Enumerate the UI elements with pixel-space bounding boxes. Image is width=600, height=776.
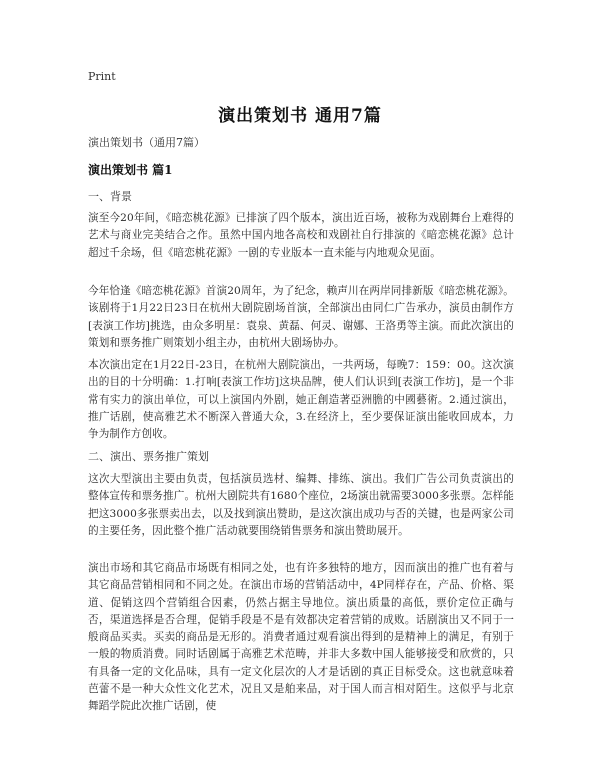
heading-background: 一、背景 <box>88 190 132 203</box>
heading-promotion: 二、演出、票务推广策划 <box>88 450 209 463</box>
paragraph: 这次大型演出主要由负责，包括演员选材、编舞、排练、演出。我们广告公司负责演出的整体宣传和票务推广。杭州大剧院共有1680个座位，2场演出就需要3000多张票。怎样能把这3000多张票卖出去，以及找到演出赞助，是这次演出成功与否的关键，也是两家公司的主要任务，因此整个推广活动就要围绕销售票务和演出赞助展开。 <box>88 473 514 537</box>
paragraph: 本次演出定在1月22日-23日，在杭州大剧院演出，一共两场，每晚7：159：00。这次演出的目的十分明确：1.打响[表演工作坊]这块品牌，使人们认识到[表演工作坊]，是一个非常有实力的演出单位，可以上演国内外剧，她正創造著亞洲膽的中國藝術。2.通过演出，推广话剧，使高雅艺术不断深入普通大众，3.在经济上，至少要保证演出能收回成本，力争为制作方创收。 <box>88 359 514 441</box>
document-title: 演出策划书 通用7篇 <box>218 106 382 126</box>
paragraph: 演至今20年间，《暗恋桃花源》已排演了四个版本，演出近百场，被称为戏剧舞台上难得的艺术与商业完美结合之作。虽然中国内地各高校和戏剧社自行排演的《暗恋桃花源》总计超过千余场，但《暗恋桃花源》一剧的专业版本一直未能与内地观众见面。 <box>88 212 514 259</box>
print-label[interactable]: Print <box>88 70 116 83</box>
paragraph: 今年恰逢《暗恋桃花源》首演20周年，为了纪念，赖声川在两岸同排新版《暗恋桃花源》。该剧将于1月22日23日在杭州大剧院剧场首演，全部演出由同仁广告承办，演员由制作方[表演工作坊]挑选，由众多明星：袁泉、黄磊、何灵、谢娜、王洛勇等主演。而此次演出的策划和票务推广则策划小组主办，由杭州大剧场协办。 <box>88 285 514 349</box>
section-title: 演出策划书 篇1 <box>88 163 173 177</box>
paragraph: 演出市场和其它商品市场既有相同之处，也有许多独特的地方，因而演出的推广也有着与其它商品营销相同和不同之处。在演出市场的营销活动中，4P同样存在，产品、价格、渠道、促销这四个营销组合因素，仍然占据主导地位。演出质量的高低，票价定位正确与否，渠道选择是否合理，促销手段是不是有效都决定着营销的成败。话剧演出又不同于一般商品买卖。买卖的商品是无形的。消费者通过观看演出得到的是精神上的满足，有别于一般的物质消费。同时话剧属于高雅艺术范畴，并非大多数中国人能够接受和欣赏的，只有具备一定的文化品味，具有一定文化层次的人才是话剧的真正目标受众。这也就意味着芭蕾不是一种大众性文化艺术，况且又是舶来品，对于国人而言相对陌生。这似乎与北京舞蹈学院此次推广话剧，使 <box>88 562 514 713</box>
document-subtitle: 演出策划书（通用7篇） <box>88 136 205 149</box>
